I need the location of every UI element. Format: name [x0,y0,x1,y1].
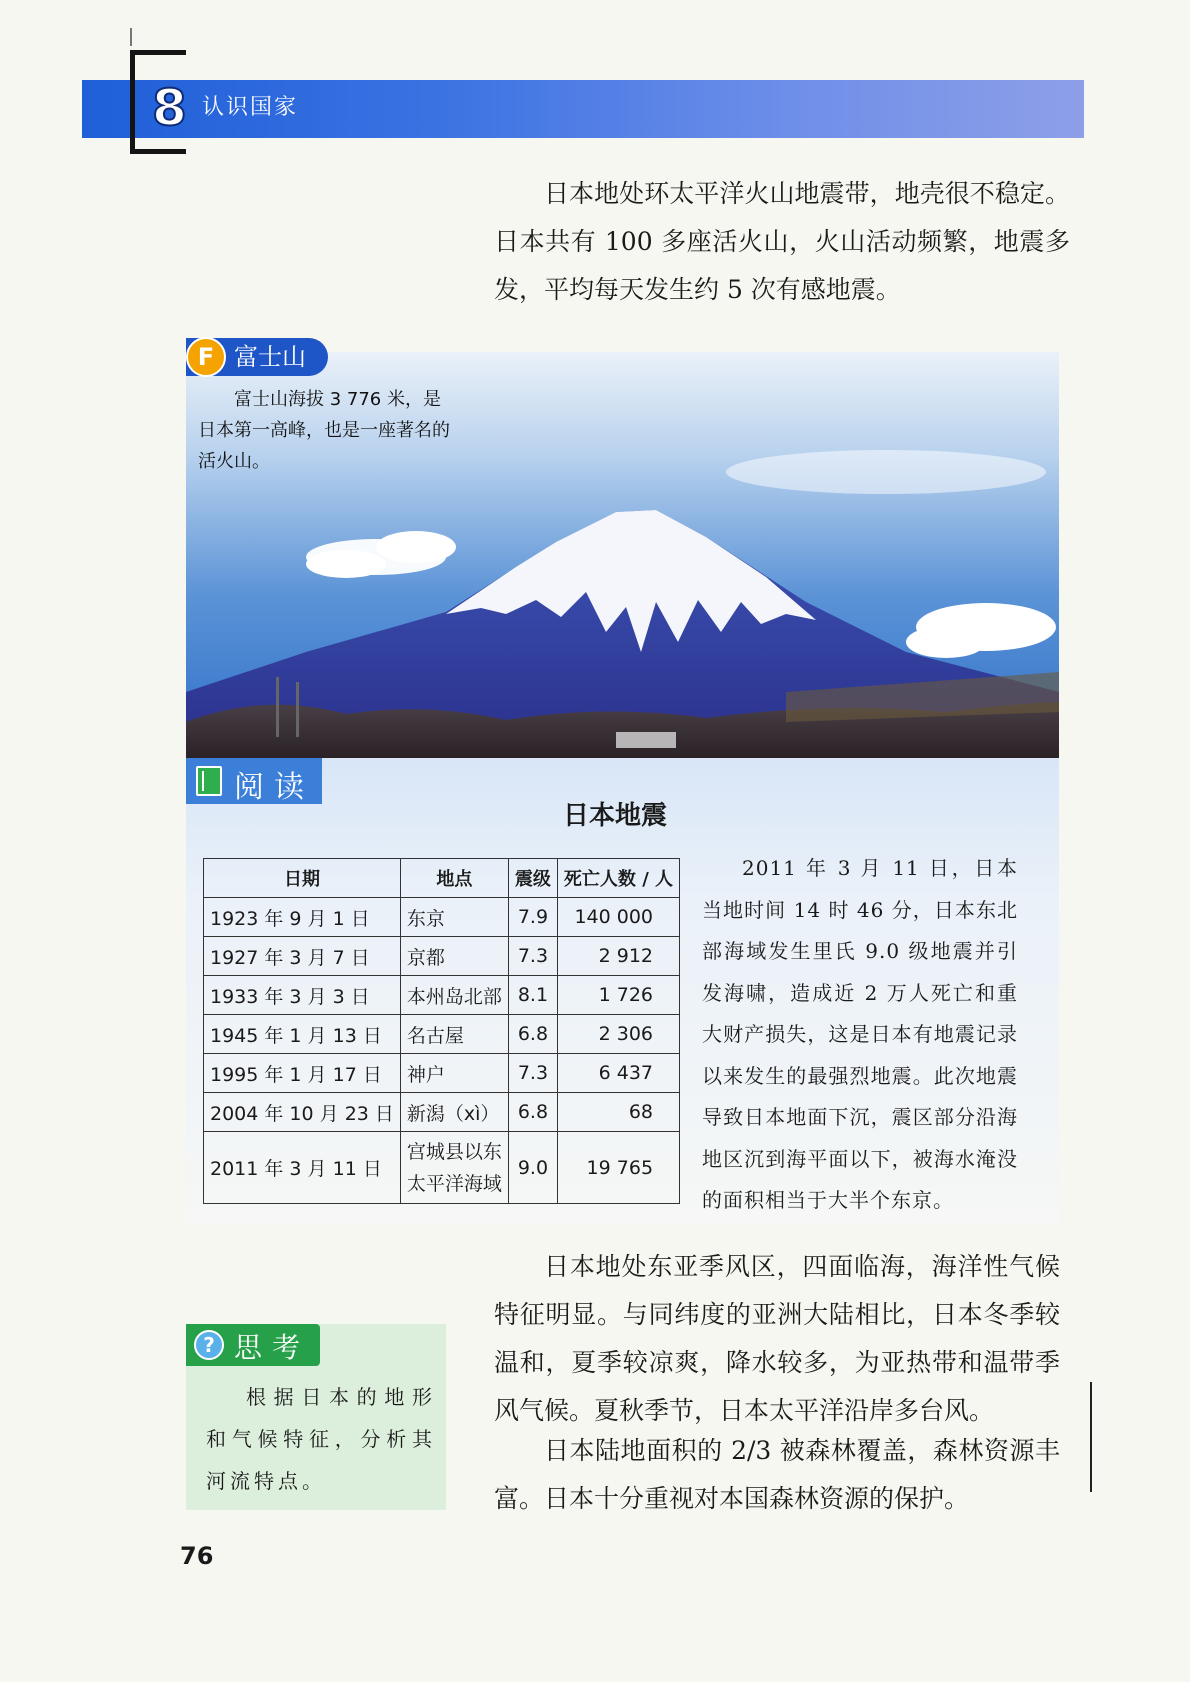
reading-label: 阅读 [234,770,314,805]
book-icon [196,766,222,796]
cell-deaths: 1 726 [557,976,679,1015]
table-row [204,976,680,1015]
cell-place: 京都 [400,937,508,976]
cell-date: 1927 年 3 月 7 日 [204,937,401,976]
photo-label-title: 富士山 [234,343,306,371]
cell-date: 1933 年 3 月 3 日 [204,976,401,1015]
climate-paragraph: 日本地处东亚季风区，四面临海，海洋性气候特征明显。与同纬度的亚洲大陆相比，日本冬季较温和，夏季较凉爽，降水较多，为亚热带和温带季风气候。夏秋季节，日本太平洋沿岸多台风。 [494,1252,1060,1425]
cell-magnitude: 8.1 [508,976,557,1015]
cell-deaths: 140 000 [557,898,679,937]
cell-deaths: 6 437 [557,1054,679,1093]
cell-magnitude: 9.0 [508,1132,557,1204]
header-deaths: 死亡人数 / 人 [557,859,679,898]
cell-magnitude: 7.3 [508,1054,557,1093]
page-number: 76 [180,1542,214,1570]
reading-text: 2011 年 3 月 11 日，日本当地时间 14 时 46 分，日本东北部海域发生里氏 9.0 级地震并引发海啸，造成近 2 万人死亡和重大财产损失，这是日本有地震记录以来发生的最强烈地震。此次地震导致日本地面下沉，震区部分沿海地区沉到海平面以下，被海水淹没的面积相当于大半个东京。 [702,856,1018,1212]
table-row [204,1054,680,1093]
table-row [204,898,680,937]
forest-paragraph: 日本陆地面积的 2/3 被森林覆盖，森林资源丰富。日本十分重视对本国森林资源的保护。 [494,1436,1060,1513]
think-question: 根据日本的地形和气候特征，分析其河流特点。 [206,1385,436,1493]
table-row [204,1132,680,1204]
table-row [204,1093,680,1132]
cell-deaths: 2 306 [557,1015,679,1054]
crop-mark [130,28,132,46]
cell-date: 1945 年 1 月 13 日 [204,1015,401,1054]
table-row [204,937,680,976]
table-header-row [204,859,680,898]
margin-line [1090,1382,1092,1492]
cell-place: 名古屋 [400,1015,508,1054]
cell-magnitude: 6.8 [508,1015,557,1054]
cell-magnitude: 7.9 [508,898,557,937]
cell-date: 1923 年 9 月 1 日 [204,898,401,937]
cell-place: 东京 [400,898,508,937]
cell-date: 2004 年 10 月 23 日 [204,1093,401,1132]
header-date: 日期 [204,859,401,898]
reading-title: 日本地震 [562,801,667,831]
cell-place: 本州岛北部 [400,976,508,1015]
cell-place: 新潟（xì） [400,1093,508,1132]
cell-deaths: 68 [557,1093,679,1132]
question-icon: ? [194,1330,224,1360]
think-label: 思考 [234,1331,311,1364]
cell-deaths: 2 912 [557,937,679,976]
chapter-title: 认识国家 [202,95,299,120]
cell-date: 1995 年 1 月 17 日 [204,1054,401,1093]
cell-deaths: 19 765 [557,1132,679,1204]
photo-label-letter: F [186,337,226,377]
table-row [204,1015,680,1054]
header-magnitude: 震级 [508,859,557,898]
photo-caption: 富士山海拔 3 776 米，是日本第一高峰，也是一座著名的活火山。 [198,389,450,472]
cell-place: 神户 [400,1054,508,1093]
chapter-number: 8 [152,79,187,137]
cell-place: 宫城县以东太平洋海域 [400,1132,508,1204]
cell-magnitude: 6.8 [508,1093,557,1132]
intro-paragraph: 日本地处环太平洋火山地震带，地壳很不稳定。日本共有 100 多座活火山，火山活动频繁，地震多发，平均每天发生约 5 次有感地震。 [494,179,1070,304]
cell-date: 2011 年 3 月 11 日 [204,1132,401,1204]
earthquake-table [203,858,680,1204]
cell-magnitude: 7.3 [508,937,557,976]
header-place: 地点 [400,859,508,898]
